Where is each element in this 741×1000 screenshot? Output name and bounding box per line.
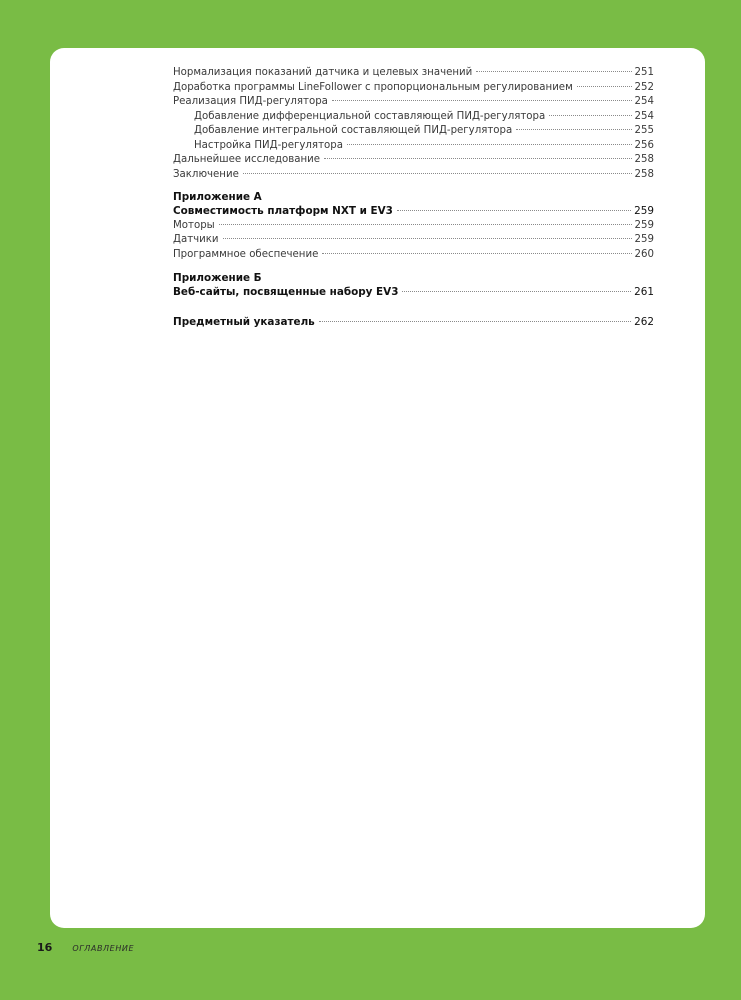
toc-entry-title: Предметный указатель — [173, 315, 315, 328]
section-name: ОГЛАВЛЕНИЕ — [72, 944, 135, 953]
toc-leader-dots — [219, 224, 632, 225]
toc-leader-dots — [577, 86, 632, 87]
toc-subentry[interactable] — [173, 124, 654, 139]
toc-entry-page: 256 — [634, 139, 654, 151]
toc-entry-page: 260 — [634, 248, 654, 260]
toc-entry-page: 258 — [634, 168, 654, 180]
table-of-contents — [173, 66, 654, 329]
toc-entry-title: Реализация ПИД-регулятора — [173, 96, 328, 107]
toc-leader-dots — [243, 173, 632, 174]
toc-entry-page: 254 — [634, 96, 654, 107]
toc-entry[interactable] — [173, 248, 654, 263]
toc-leader-dots — [322, 253, 631, 254]
toc-entry-title: Нормализация показаний датчика и целевых значений — [173, 67, 473, 78]
toc-entry[interactable] — [173, 153, 654, 168]
toc-leader-dots — [397, 210, 631, 211]
toc-subentry[interactable] — [173, 110, 654, 125]
toc-entry-page: 251 — [634, 67, 654, 78]
toc-entry-title: Совместимость платформ NXT и EV3 — [173, 205, 393, 217]
toc-entry-page: 255 — [634, 125, 654, 136]
toc-entry-page: 261 — [634, 286, 654, 298]
toc-entry-title: Заключение — [173, 168, 239, 180]
toc-entry-title: Датчики — [173, 234, 219, 245]
toc-leader-dots — [516, 129, 631, 130]
toc-entry-page: 259 — [634, 205, 654, 217]
toc-entry-title: Добавление дифференциальной составляющей ПИД-регулятора — [194, 110, 546, 122]
page-footer — [37, 941, 134, 954]
appendix-b-title-entry[interactable] — [173, 285, 654, 300]
toc-entry-title: Дальнейшее исследование — [173, 154, 321, 165]
index-entry[interactable] — [173, 315, 654, 330]
toc-entry-title: Настройка ПИД-регулятора — [194, 139, 343, 151]
toc-entry-page: 262 — [634, 315, 654, 328]
toc-entry-page: 258 — [634, 154, 654, 165]
toc-entry[interactable] — [173, 219, 654, 234]
toc-leader-dots — [324, 158, 632, 159]
toc-entry-page: 252 — [634, 81, 654, 93]
toc-entry-title: Веб-сайты, посвященные набору EV3 — [173, 286, 399, 298]
toc-entry-page: 259 — [634, 234, 654, 245]
appendix-b-label: Приложение Б — [173, 272, 262, 284]
page-card — [50, 48, 705, 928]
toc-leader-dots — [549, 115, 631, 116]
page-number: 16 — [37, 941, 53, 954]
toc-entry-page: 259 — [634, 219, 654, 231]
toc-leader-dots — [347, 144, 632, 145]
toc-entry-title: Доработка программы LineFollower с пропорциональным регулированием — [173, 81, 573, 93]
toc-entry[interactable] — [173, 168, 654, 183]
toc-entry-page: 254 — [634, 110, 654, 122]
toc-entry-title: Добавление интегральной составляющей ПИД-регулятора — [194, 125, 513, 136]
toc-entry[interactable] — [173, 81, 654, 96]
toc-leader-dots — [332, 100, 632, 101]
toc-entry[interactable] — [173, 233, 654, 248]
toc-entry-title: Моторы — [173, 219, 215, 231]
toc-subentry[interactable] — [173, 139, 654, 154]
appendix-a-title-entry[interactable] — [173, 204, 654, 219]
toc-entry[interactable] — [173, 66, 654, 81]
toc-leader-dots — [223, 238, 632, 239]
toc-leader-dots — [402, 291, 631, 292]
toc-entry[interactable] — [173, 95, 654, 110]
toc-leader-dots — [476, 71, 631, 72]
appendix-a-label: Приложение А — [173, 191, 262, 203]
toc-entry-title: Программное обеспечение — [173, 248, 319, 260]
toc-leader-dots — [319, 321, 631, 322]
